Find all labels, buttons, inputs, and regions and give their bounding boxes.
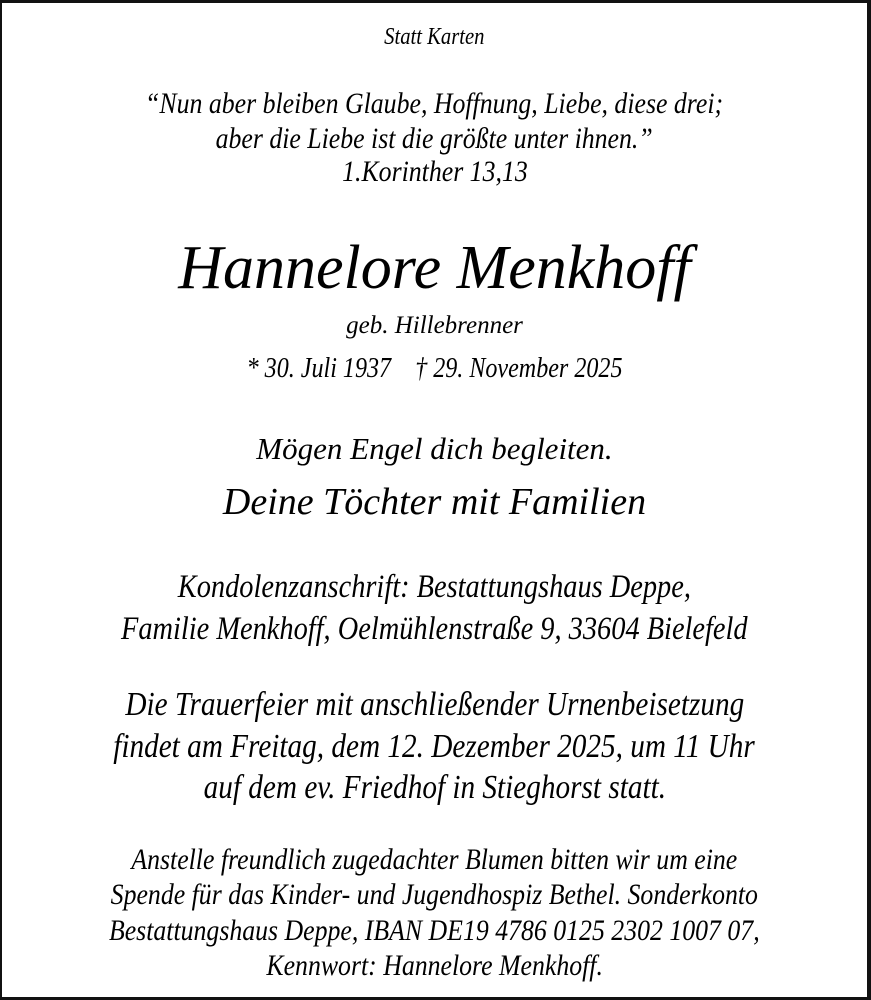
donation-line-2: Spende für das Kinder- und Jugendhospiz Bethel. Sonderkonto <box>110 878 759 911</box>
condolence-address-line-1: Kondolenzanschrift: Bestattungshaus Deppe, <box>177 569 692 605</box>
farewell-text: Mögen Engel dich begleiten. <box>256 431 613 466</box>
header-text <box>2 25 867 49</box>
life-dates <box>2 355 867 383</box>
birth-date: * 30. Juli 1937 <box>246 353 392 384</box>
statt-karten-label: Statt Karten <box>384 24 485 50</box>
deceased-name: Hannelore Menkhoff <box>178 234 691 302</box>
condolence-address-line-2: Familie Menkhoff, Oelmühlenstraße 9, 33604 Bielefeld <box>121 611 748 647</box>
maiden-name: geb. Hillebrenner <box>346 312 523 339</box>
ceremony-line-3: auf dem ev. Friedhof in Stieghorst statt. <box>203 769 666 806</box>
bible-reference: 1.Korinther 13,13 <box>341 155 528 188</box>
donation-line-3: Bestattungshaus Deppe, IBAN DE19 4786 0125 2302 1007 07, <box>109 914 760 947</box>
ceremony-line-2: findet am Freitag, dem 12. Dezember 2025, um 11 Uhr <box>113 728 756 765</box>
bible-quote-line-2: aber die Liebe ist die größte unter ihnen.” <box>215 122 654 155</box>
death-date: † 29. November 2025 <box>415 353 623 384</box>
bible-quote-line-1: “Nun aber bleiben Glaube, Hoffnung, Liebe, diese drei; <box>145 87 724 120</box>
mourners-text: Deine Töchter mit Familien <box>222 481 647 523</box>
donation-line-1: Anstelle freundlich zugedachter Blumen bitten wir um eine <box>131 843 738 876</box>
donation-line-4: Kennwort: Hannelore Menkhoff. <box>266 949 603 982</box>
ceremony-line-1: Die Trauerfeier mit anschließender Urnenbeisetzung <box>125 686 744 723</box>
